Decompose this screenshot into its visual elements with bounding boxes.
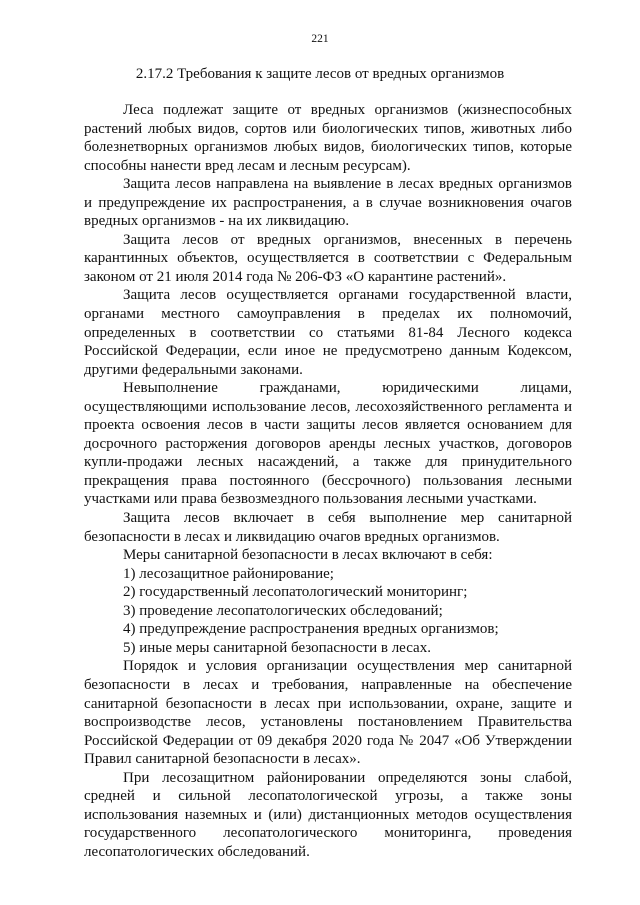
paragraph-protection-includes: Защита лесов включает в себя выполнение мер санитарной безопасности в лесах и ликвидацию очагов вредных организмов. (84, 510, 572, 545)
list-item: 3) проведение лесопатологических обследований; (123, 602, 443, 619)
body-text (84, 101, 572, 861)
paragraph-measures-intro: Меры санитарной безопасности в лесах включают в себя: (123, 547, 493, 564)
list-item: 5) иные меры санитарной безопасности в лесах. (123, 639, 431, 656)
list-item: 1) лесозащитное районирование; (123, 565, 334, 582)
paragraph-authorities: Защита лесов осуществляется органами государственной власти, органами местного самоуправления в пределах их полномочий, определенных в соответствии со статьями 81-84 Лесного кодекса Российской Федерации, если иное не предусмотрено данным Кодексом, другими федеральными законами. (84, 287, 572, 378)
paragraph-purpose: Защита лесов направлена на выявление в лесах вредных организмов и предупреждение их распространения, а в случае возникновения очагов вредных организмов - на их ликвидацию. (84, 176, 572, 230)
paragraph-zoning: При лесозащитном районировании определяются зоны слабой, средней и сильной лесопатологической угрозы, а также зоны использования наземных и (или) дистанционных методов осуществления государственного лесопатологического мониторинга, проведения лесопатологических обследований. (84, 769, 572, 860)
paragraph-noncompliance: Невыполнение гражданами, юридическими лицами, осуществляющими использование лесов, лесохозяйственного регламента и проекта освоения лесов в части защиты лесов является основанием для досрочного расторжения договоров аренды лесных участков, договоров купли-продажи лесных насаждений, а также для принудительного прекращения права постоянного (бессрочного) пользования лесными участками или права безвозмездного пользования лесными участками. (84, 380, 572, 508)
section-heading: 2.17.2 Требования к защите лесов от вредных организмов (135, 66, 505, 82)
page-number: 221 (311, 33, 329, 45)
list-item: 2) государственный лесопатологический мониторинг; (123, 584, 468, 601)
list-item: 4) предупреждение распространения вредных организмов; (123, 621, 499, 638)
paragraph-procedure: Порядок и условия организации осуществления мер санитарной безопасности в лесах и требования, направленные на обеспечение санитарной безопасности в лесах при использовании, охране, защите и воспроизводстве лесов, установлены постановлением Правительства Российской Федерации от 09 декабря 2020 года № 2047 «Об Утверждении Правил санитарной безопасности в лесах». (84, 658, 572, 768)
paragraph-intro: Леса подлежат защите от вредных организмов (жизнеспособных растений любых видов, сортов или биологических типов, животных либо болезнетворных организмов любых видов, биологических типов, которые способны нанести вред лесам и лесным ресурсам). (84, 102, 572, 174)
paragraph-quarantine: Защита лесов от вредных организмов, внесенных в перечень карантинных объектов, осуществляется в соответствии с Федеральным законом от 21 июля 2014 года № 206-ФЗ «О карантине растений». (84, 231, 572, 285)
